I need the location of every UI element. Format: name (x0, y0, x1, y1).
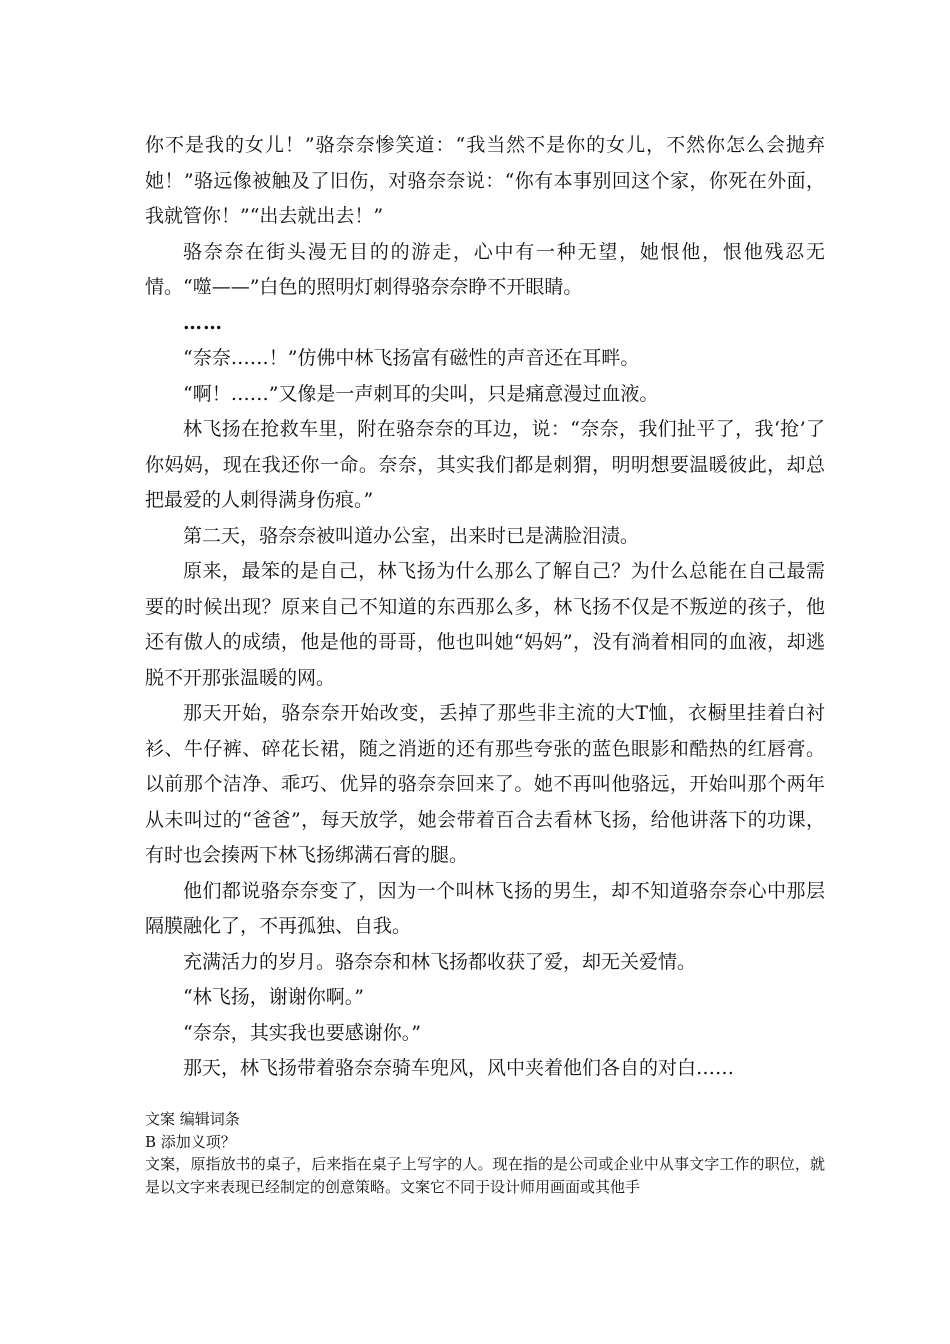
story-paragraph: 林飞扬在抢救车里，附在骆奈奈的耳边，说：“奈奈，我们扯平了，我‘抢’了你妈妈，现在我还你一命。奈奈，其实我们都是刺猬，明明想要温暖彼此，却总把最爱的人刺得满身伤痕。” (145, 418, 825, 511)
story-paragraph: 第二天，骆奈奈被叫道办公室，出来时已是满脸泪渍。 (183, 524, 640, 547)
ellipsis-line: …… (183, 311, 223, 334)
story-paragraph: 充满活力的岁月。骆奈奈和林飞扬都收获了爱，却无关爱情。 (183, 950, 697, 973)
story-paragraph: “林飞扬，谢谢你啊。” (183, 986, 364, 1008)
story-paragraph: 原来，最笨的是自己，林飞扬为什么那么了解自己？为什么总能在自己最需要的时候出现？原来自己不知道的东西那么多，林飞扬不仅是不叛逆的孩子，他还有傲人的成绩，他是他的哥哥，他也叫她“妈妈”，没有淌着相同的血液，却逃脱不开那张温暖的网。 (145, 560, 825, 689)
story-text (145, 128, 825, 1087)
story-paragraph: 那天，林飞扬带着骆奈奈骑车兜风，风中夹着他们各自的对白…… (183, 1057, 735, 1079)
add-meaning-link[interactable]: B 添加义项？ (145, 1132, 236, 1151)
article-heading: 文案 编辑词条 (145, 1110, 240, 1128)
story-paragraph: 那天开始，骆奈奈开始改变，丢掉了那些非主流的大T恤，衣橱里挂着白衬衫、牛仔裤、碎花长裙，随之消逝的还有那些夸张的蓝色眼影和酷热的红唇膏。以前那个洁净、乖巧、优异的骆奈奈回来了。她不再叫他骆远，开始叫那个两年从未叫过的“爸爸”，每天放学，她会带着百合去看林飞扬，给他讲落下的功课，有时也会揍两下林飞扬绑满石膏的腿。 (145, 702, 825, 866)
story-paragraph: “奈奈，其实我也要感谢你。” (183, 1021, 421, 1044)
story-paragraph: 你不是我的女儿！”骆奈奈惨笑道：“我当然不是你的女儿，不然你怎么会抛弃她！”骆远像被触及了旧伤，对骆奈奈说：“你有本事别回这个家，你死在外面，我就管你！”“出去就出去！” (145, 134, 825, 227)
article-section (145, 1108, 825, 1198)
story-paragraph: 他们都说骆奈奈变了，因为一个叫林飞扬的男生，却不知道骆奈奈心中那层隔膜融化了，不再孤独、自我。 (145, 879, 825, 937)
story-paragraph: “啊！……”又像是一声刺耳的尖叫，只是痛意漫过血液。 (183, 382, 659, 405)
story-paragraph: “奈奈……！”仿佛中林飞扬富有磁性的声音还在耳畔。 (183, 347, 640, 369)
article-body: 文案，原指放书的桌子，后来指在桌子上写字的人。现在指的是公司或企业中从事文字工作的职位，就是以文字来表现已经制定的创意策略。文案它不同于设计师用画面或其他手 (145, 1155, 825, 1196)
story-paragraph: 骆奈奈在街头漫无目的的游走，心中有一种无望，她恨他，恨他残忍无情。“噬——”白色的照明灯刺得骆奈奈睁不开眼睛。 (145, 240, 825, 298)
